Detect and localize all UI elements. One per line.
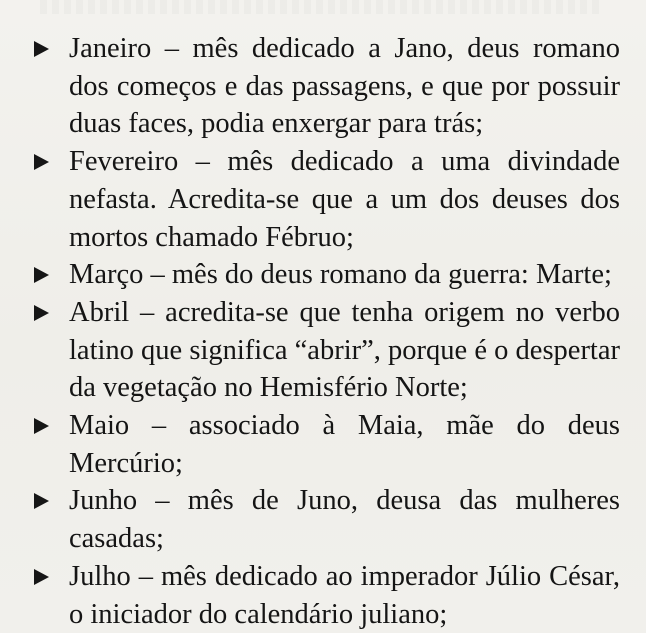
month-list <box>34 30 620 633</box>
list-item-janeiro <box>34 30 620 143</box>
list-item-text: Julho – mês dedicado ao imperador Júlio César, o iniciador do calendário juliano; <box>69 560 620 630</box>
list-item-abril <box>34 294 620 407</box>
list-item-text: Janeiro – mês dedicado a Jano, deus romano dos começos e das passagens, e que por possuir duas faces, podia enxergar para trás; <box>69 33 620 140</box>
list-item-fevereiro <box>34 143 620 256</box>
list-item-marco <box>34 256 620 294</box>
triangle-bullet-icon <box>34 493 49 509</box>
triangle-bullet-icon <box>34 267 49 283</box>
list-item-text: Fevereiro – mês dedicado a uma divindade nefasta. Acredita-se que a um dos deuses dos mortos chamado Fébruo; <box>69 146 620 253</box>
list-item-julho <box>34 558 620 633</box>
list-item-maio <box>34 407 620 482</box>
list-item-text: Maio – associado à Maia, mãe do deus Mercúrio; <box>69 410 620 479</box>
list-item-text: Março – mês do deus romano da guerra: Marte; <box>69 259 612 291</box>
triangle-bullet-icon <box>34 154 49 170</box>
triangle-bullet-icon <box>34 41 49 57</box>
list-item-text: Junho – mês de Juno, deusa das mulheres casadas; <box>69 485 620 555</box>
triangle-bullet-icon <box>34 569 49 585</box>
triangle-bullet-icon <box>34 418 49 434</box>
show-through-text <box>40 0 600 14</box>
list-item-text: Abril – acredita-se que tenha origem no verbo latino que significa “abrir”, porque é o despertar da vegetação no Hemisfério Norte; <box>69 296 620 404</box>
triangle-bullet-icon <box>34 305 49 321</box>
list-item-junho <box>34 482 620 557</box>
